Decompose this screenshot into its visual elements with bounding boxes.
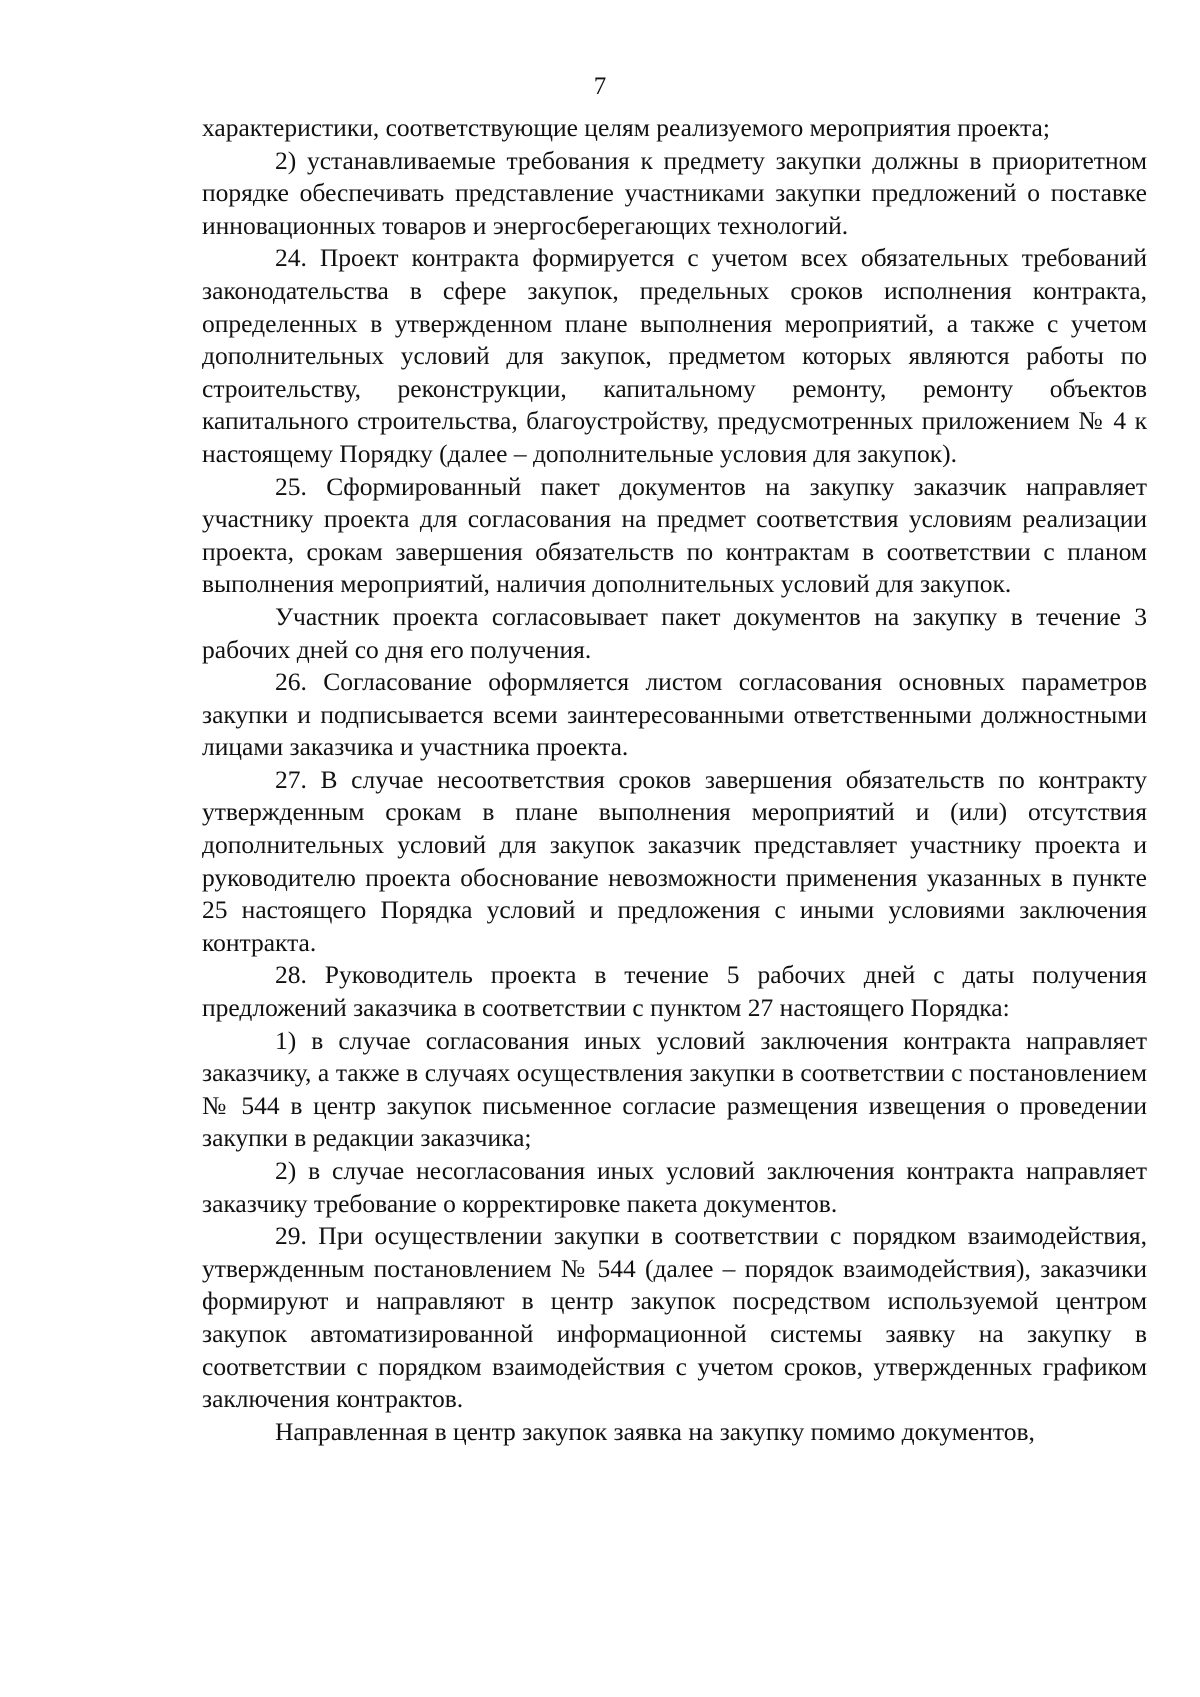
paragraph-28-item-2: 2) в случае несогласования иных условий заключения контракта направляет заказчику требование о корректировке пакета документов. (202, 1156, 1147, 1218)
paragraph-29-continuation: Направленная в центр закупок заявка на закупку помимо документов, (275, 1416, 1035, 1446)
document-body (202, 112, 1147, 1448)
paragraph-item-2: 2) устанавливаемые требования к предмету закупки должны в приоритетном порядке обеспечивать представление участниками закупки предложений о поставке инновационных товаров и энергосберегающих технологий. (202, 145, 1147, 240)
paragraph-29: 29. При осуществлении закупки в соответствии с порядком взаимодействия, утвержденным постановлением № 544 (далее – порядок взаимодействия), заказчики формируют и направляют в центр закупок посредством используемой центром закупок автоматизированной информационной системы заявку на закупку в соответствии с порядком взаимодействия с учетом сроков, утвержденных графиком заключения контрактов. (202, 1221, 1147, 1414)
paragraph-continuation: характеристики, соответствующие целям реализуемого мероприятия проекта; (202, 113, 1050, 142)
paragraph-28: 28. Руководитель проекта в течение 5 рабочих дней с даты получения предложений заказчика в соответствии с пунктом 27 настоящего Порядка: (202, 960, 1147, 1023)
paragraph-25-participant: Участник проекта согласовывает пакет документов на закупку в течение 3 рабочих дней со дня его получения. (202, 601, 1147, 664)
paragraph-28-item-1: 1) в случае согласования иных условий заключения контракта направляет заказчику, а также в случаях осуществления закупки в соответствии с постановлением № 544 в центр закупок письменное согласие размещения извещения о проведении закупки в редакции заказчика; (202, 1025, 1147, 1153)
paragraph-25: 25. Сформированный пакет документов на закупку заказчик направляет участнику проекта для согласования на предмет соответствия условиям реализации проекта, срокам завершения обязательств по контрактам в соответствии с планом выполнения мероприятий, наличия дополнительных условий для закупок. (202, 471, 1147, 599)
paragraph-26: 26. Согласование оформляется листом согласования основных параметров закупки и подписывается всеми заинтересованными ответственными должностными лицами заказчика и участника проекта. (202, 667, 1147, 762)
paragraph-27: 27. В случае несоответствия сроков завершения обязательств по контракту утвержденным срокам в плане выполнения мероприятий и (или) отсутствия дополнительных условий для закупок заказчик представляет участнику проекта и руководителю проекта обоснование невозможности применения указанных в пункте 25 настоящего Порядка условий и предложения с иными условиями заключения контракта. (202, 764, 1147, 957)
paragraph-24: 24. Проект контракта формируется с учетом всех обязательных требований законодательства в сфере закупок, предельных сроков исполнения контракта, определенных в утвержденном плане выполнения мероприятий, а также с учетом дополнительных условий для закупок, предметом которых являются работы по строительству, реконструкции, капитальному ремонту, ремонту объектов капитального строительства, благоустройству, предусмотренных приложением № 4 к настоящему Порядку (далее – дополнительные условия для закупок). (202, 243, 1147, 468)
page-number: 7 (593, 73, 607, 100)
